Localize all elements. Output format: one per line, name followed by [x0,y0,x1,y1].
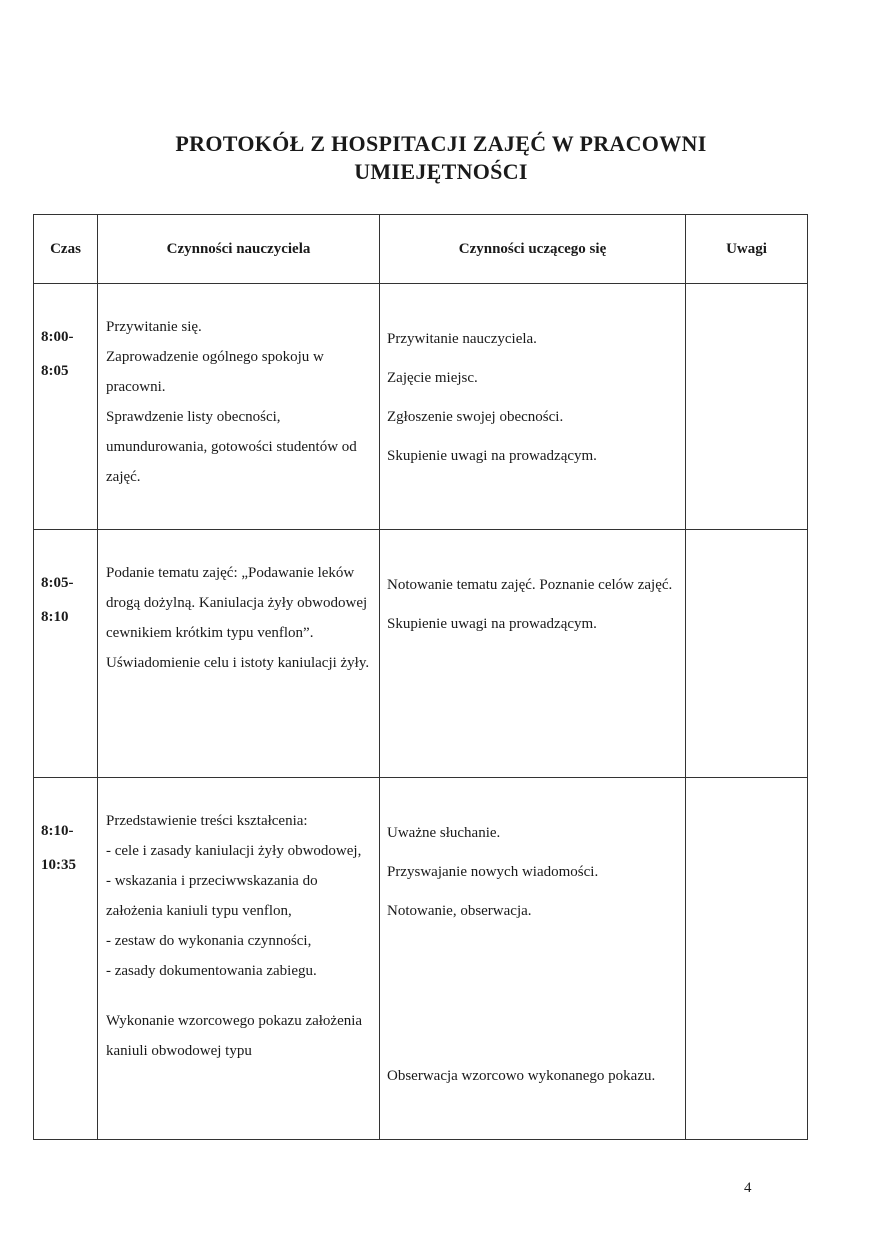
teacher-activities-cell: Przywitanie się. Zaprowadzenie ogólnego spokoju w pracowni. Sprawdzenie listy obecności, umundurowania, gotowości studentów od zajęć. [98,284,380,530]
student-observation-text: Obserwacja wzorcowo wykonanego pokazu. [387,1068,656,1084]
document-title [0,130,882,186]
title-line-2: UMIEJĘTNOŚCI [354,159,528,184]
table-row [34,284,808,530]
teacher-demo-text: Wykonanie wzorcowego pokazu założenia kaniuli obwodowej typu [106,1013,363,1059]
notes-cell [686,284,808,530]
time-cell: 8:05- 8:10 [34,530,98,778]
teacher-activities-cell: Podanie tematu zajęć: „Podawanie leków drogą dożylną. Kaniulacja żyły obwodowej cewnikiem krótkim typu venflon”. Uświadomienie celu i istoty kaniulacji żyły. [98,530,380,778]
header-row [34,215,808,284]
header-student: Czynności uczącego się [380,215,686,284]
student-activities-cell: Uważne słuchanie. Przyswajanie nowych wiadomości. Notowanie, obserwacja. Obserwacja wzorcowo wykonanego pokazu. [380,778,686,1140]
time-cell: 8:00- 8:05 [34,284,98,530]
notes-cell [686,530,808,778]
header-notes: Uwagi [686,215,808,284]
time-cell: 8:10- 10:35 [34,778,98,1140]
teacher-activities-cell: Przedstawienie treści kształcenia: - cele i zasady kaniulacji żyły obwodowej, - wskazania i przeciwwskazania do założenia kaniuli typu venflon, - zestaw do wykonania czynności, - zasady dokumentowania zabiegu. Wykonanie wzorcowego pokazu założenia kaniuli obwodowej typu [98,778,380,1140]
table-row [34,530,808,778]
student-activities-cell: Przywitanie nauczyciela. Zajęcie miejsc. Zgłoszenie swojej obecności. Skupienie uwagi na prowadzącym. [380,284,686,530]
table-row [34,778,808,1140]
title-line-1: PROTOKÓŁ Z HOSPITACJI ZAJĘĆ W PRACOWNI [175,131,707,156]
page-number: 4 [744,1180,752,1196]
student-activities-cell: Notowanie tematu zajęć. Poznanie celów zajęć. Skupienie uwagi na prowadzącym. [380,530,686,778]
header-time: Czas [34,215,98,284]
notes-cell [686,778,808,1140]
protocol-table [33,214,808,1140]
header-teacher: Czynności nauczyciela [98,215,380,284]
